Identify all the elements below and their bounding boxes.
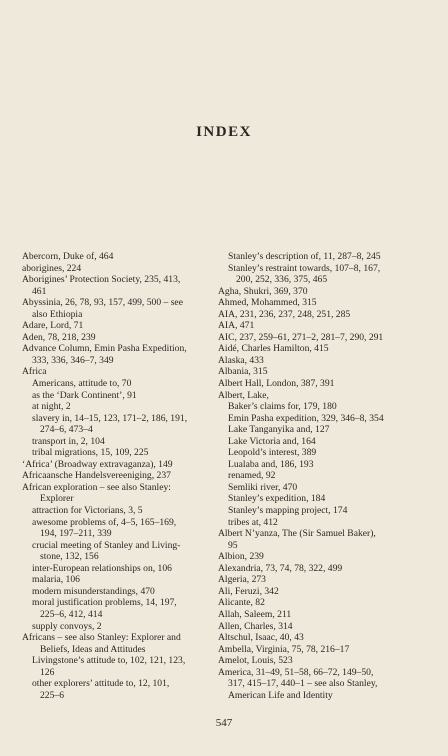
index-entry: Baker’s claims for, 179, 180: [228, 401, 337, 413]
index-entry: 225–6: [40, 689, 64, 701]
index-entry: Africa: [22, 366, 47, 378]
index-entry: Albert N’yanza, The (Sir Samuel Baker),: [218, 528, 376, 540]
index-entry: Adare, Lord, 71: [22, 320, 84, 332]
index-entry: Explorer: [40, 493, 74, 505]
index-entry: Stanley’s restraint towards, 107–8, 167,: [228, 262, 381, 274]
index-entry: 200, 252, 336, 375, 465: [236, 274, 328, 286]
index-entry: African exploration – see also Stanley:: [22, 481, 171, 493]
index-entry: Lualaba and, 186, 193: [228, 458, 314, 470]
index-entry: stone, 132, 156: [40, 551, 99, 563]
index-entry: modern misunderstandings, 470: [32, 585, 155, 597]
index-entry: tribal migrations, 15, 109, 225: [32, 447, 149, 459]
index-entry: awesome problems of, 4–5, 165–169,: [32, 516, 177, 528]
index-entry: 95: [228, 539, 238, 551]
index-entry: other explorers’ attitude to, 12, 101,: [32, 678, 170, 690]
index-entry: Abyssinia, 26, 78, 93, 157, 499, 500 – see: [22, 297, 183, 309]
index-entry: Americans, attitude to, 70: [32, 378, 132, 390]
index-entry: Semliki river, 470: [228, 481, 298, 493]
index-entry: Agha, Shukri, 369, 370: [218, 285, 308, 297]
index-entry: crucial meeting of Stanley and Living-: [32, 539, 181, 551]
index-entry: Africaansche Handelsvereeniging, 237: [22, 470, 171, 482]
index-entry: renamed, 92: [228, 470, 276, 482]
index-entry: Albania, 315: [218, 366, 268, 378]
index-entry: Emin Pasha expedition, 329, 346–8, 354: [228, 412, 384, 424]
index-entry: Lake Victoria and, 164: [228, 435, 316, 447]
index-entry: Leopold’s interest, 389: [228, 447, 317, 459]
index-entry: as the ‘Dark Continent’, 91: [32, 389, 137, 401]
index-entry: Advance Column, Emin Pasha Expedition,: [22, 343, 187, 355]
index-entry: transport in, 2, 104: [32, 435, 105, 447]
index-entry: inter-European relationships on, 106: [32, 562, 172, 574]
index-entry: Allah, Saleem, 211: [218, 608, 292, 620]
index-entry: 194, 197–211, 339: [40, 528, 112, 540]
index-entry: Ahmed, Mohammed, 315: [218, 297, 317, 309]
index-entry: Stanley’s expedition, 184: [228, 493, 326, 505]
page-number: 547: [215, 717, 233, 729]
index-entry: slavery in, 14–15, 123, 171–2, 186, 191,: [32, 412, 188, 424]
index-entry: 126: [40, 666, 55, 678]
index-entry: also Ethiopia: [32, 308, 83, 320]
index-entry: Beliefs, Ideas and Attitudes: [40, 643, 146, 655]
index-entry: Albert Hall, London, 387, 391: [218, 378, 335, 390]
index-entry: Aidé, Charles Hamilton, 415: [218, 343, 329, 355]
index-entry: AIA, 231, 236, 237, 248, 251, 285: [218, 308, 351, 320]
index-entry: Amelot, Louis, 523: [218, 655, 293, 667]
index-entry: Altschul, Isaac, 40, 43: [218, 632, 304, 644]
index-column-left: [22, 251, 220, 701]
page-title: INDEX: [196, 124, 252, 140]
index-entry: American Life and Identity: [228, 689, 333, 701]
index-entry: Stanley’s description of, 11, 287–8, 245: [228, 251, 381, 262]
index-entry: AIC, 237, 259–61, 271–2, 281–7, 290, 291: [218, 331, 384, 343]
index-entry: ‘Africa’ (Broadway extravaganza), 149: [22, 458, 173, 470]
index-entry: attraction for Victorians, 3, 5: [32, 505, 143, 517]
index-entry: Alicante, 82: [218, 597, 265, 609]
index-column-right: [218, 251, 436, 701]
index-entry: Stanley’s mapping project, 174: [228, 505, 348, 517]
index-entry: at night, 2: [32, 401, 71, 413]
index-entry: Lake Tanganyika and, 127: [228, 424, 330, 436]
index-entry: Ambella, Virginia, 75, 78, 216–17: [218, 643, 350, 655]
index-entry: tribes at, 412: [228, 516, 278, 528]
index-entry: Africans – see also Stanley: Explorer and: [22, 632, 181, 644]
index-entry: aborigines, 224: [22, 262, 82, 274]
index-entry: Algeria, 273: [218, 574, 266, 586]
index-entry: Albion, 239: [218, 551, 264, 563]
index-entry: supply convoys, 2: [32, 620, 102, 632]
index-entry: Alexandria, 73, 74, 78, 322, 499: [218, 562, 343, 574]
index-entry: Albert, Lake,: [218, 389, 269, 401]
index-entry: America, 31–49, 51–58, 66–72, 149–50,: [218, 666, 374, 678]
index-entry: 274–6, 473–4: [40, 424, 93, 436]
index-entry: 461: [32, 285, 47, 297]
index-entry: Alaska, 433: [218, 354, 264, 366]
index-entry: Abercorn, Duke of, 464: [22, 251, 114, 262]
index-entry: moral justification problems, 14, 197,: [32, 597, 177, 609]
index-entry: Allen, Charles, 314: [218, 620, 293, 632]
index-entry: Aden, 78, 218, 239: [22, 331, 96, 343]
index-entry: Aborigines’ Protection Society, 235, 413,: [22, 274, 181, 286]
index-entry: malaria, 106: [32, 574, 80, 586]
index-entry: 317, 415–17, 440–1 – see also Stanley,: [228, 678, 378, 690]
index-entry: Ali, Feruzi, 342: [218, 585, 279, 597]
index-entry: 225–6, 412, 414: [40, 608, 103, 620]
index-entry: Livingstone’s attitude to, 102, 121, 123,: [32, 655, 186, 667]
index-entry: AIA, 471: [218, 320, 255, 332]
index-entry: 333, 336, 346–7, 349: [32, 354, 114, 366]
